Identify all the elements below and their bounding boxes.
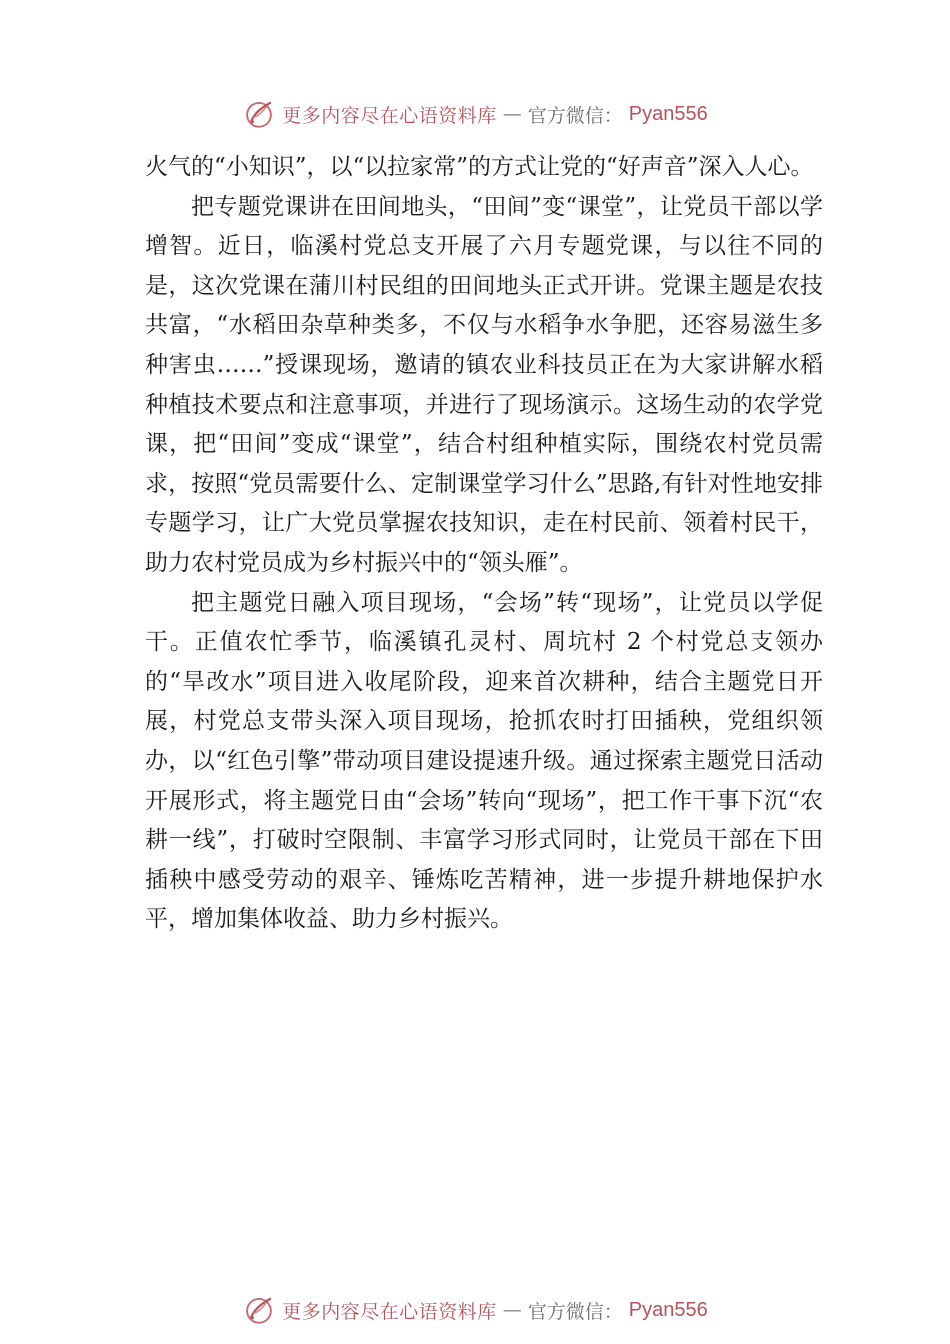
brand-name: 更多内容尽在心语资料库 xyxy=(282,104,497,127)
footer-watermark xyxy=(0,1290,950,1330)
brand-logo-icon xyxy=(242,1293,276,1327)
paragraph-field-lesson: 把专题党课讲在田间地头，“田间”变“课堂”，让党员干部以学增智。近日，临溪村党总支开展了六月专题党课，与以往不同的是，这次党课在蒲川村民组的田间地头正式开讲。党课主题是农技共富，“水稻田杂草种类多，不仅与水稻争水争肥，还容易滋生多种害虫……”授课现场，邀请的镇农业科技员正在为大家讲解水稻种植技术要点和注意事项，并进行了现场演示。这场生动的农学党课，把“田间”变成“课堂”，结合村组种植实际，围绕农村党员需求，按照“党员需要什么、定制课堂学习什么”思路,有针对性地安排专题学习，让广大党员掌握农技知识，走在村民前、领着村民干，助力农村党员成为乡村振兴中的“领头雁”。 xyxy=(145,193,823,576)
header-watermark xyxy=(0,94,950,134)
wechat-account: Pyan556 xyxy=(628,1298,708,1321)
wechat-label: 官方微信： xyxy=(527,1300,623,1323)
banner-dash: — xyxy=(502,1299,522,1321)
wechat-account: Pyan556 xyxy=(628,102,708,125)
document-body xyxy=(145,148,823,940)
banner-dash: — xyxy=(502,103,522,125)
brand-name: 更多内容尽在心语资料库 xyxy=(282,1300,497,1323)
brand-logo-icon xyxy=(242,97,276,131)
paragraph-project-site: 把主题党日融入项目现场，“会场”转“现场”，让党员以学促干。正值农忙季节，临溪镇孔灵村、周坑村 2 个村党总支领办的“旱改水”项目进入收尾阶段，迎来首次耕种，结合主题党日开展，村党总支带头深入项目现场，抢抓农时打田插秧，党组织领办，以“红色引擎”带动项目建设提速升级。通过探索主题党日活动开展形式，将主题党日由“会场”转向“现场”，把工作干事下沉“农耕一线”，打破时空限制、丰富学习形式同时，让党员干部在下田插秧中感受劳动的艰辛、锤炼吃苦精神，进一步提升耕地保护水平，增加集体收益、助力乡村振兴。 xyxy=(145,589,823,933)
wechat-label: 官方微信： xyxy=(527,104,623,127)
paragraph-continuation: 火气的“小知识”，以“以拉家常”的方式让党的“好声音”深入人心。 xyxy=(145,154,814,180)
